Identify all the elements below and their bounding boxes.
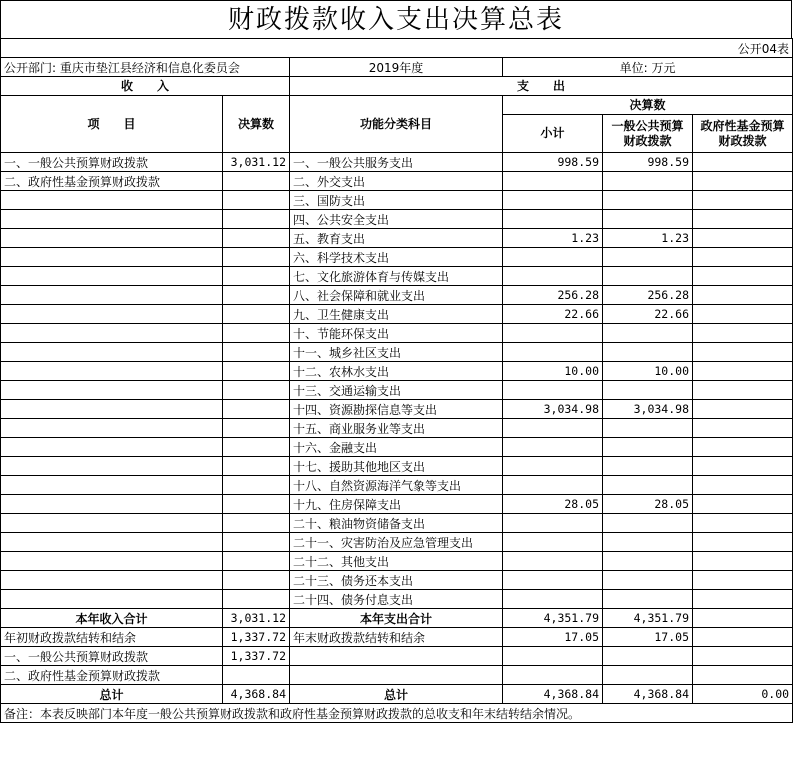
table-body — [1, 153, 793, 609]
general-budget-amount — [603, 248, 693, 267]
function-category: 五、教育支出 — [290, 229, 503, 248]
income-item — [1, 229, 223, 248]
expense-total-subtotal: 4,351.79 — [503, 609, 603, 628]
final-amount-header: 决算数 — [503, 96, 793, 115]
function-category: 八、社会保障和就业支出 — [290, 286, 503, 305]
income-amount — [223, 229, 290, 248]
gov-fund-amount — [693, 248, 793, 267]
general-budget-amount: 28.05 — [603, 495, 693, 514]
function-category: 三、国防支出 — [290, 191, 503, 210]
income-amount — [223, 571, 290, 590]
expense-header: 支 出 — [290, 77, 793, 96]
table-row — [1, 590, 793, 609]
unit-cell — [503, 58, 793, 77]
department-cell — [1, 58, 290, 77]
subtotal-amount — [503, 533, 603, 552]
function-category: 十六、金融支出 — [290, 438, 503, 457]
table-row — [1, 400, 793, 419]
gov-fund-amount — [693, 400, 793, 419]
table-row — [1, 381, 793, 400]
function-category: 十九、住房保障支出 — [290, 495, 503, 514]
gov-fund-amount — [693, 571, 793, 590]
gov-fund-amount — [693, 438, 793, 457]
subtotal-amount — [503, 590, 603, 609]
table-row — [1, 248, 793, 267]
income-amount — [223, 191, 290, 210]
table-row — [1, 552, 793, 571]
meta-row — [1, 58, 793, 77]
table-row — [1, 286, 793, 305]
gov-fund-amount — [693, 343, 793, 362]
report-title: 财政拨款收入支出决算总表 — [0, 0, 792, 38]
function-category: 六、科学技术支出 — [290, 248, 503, 267]
income-item — [1, 305, 223, 324]
function-category: 九、卫生健康支出 — [290, 305, 503, 324]
table-row — [1, 533, 793, 552]
income-amount — [223, 514, 290, 533]
income-item — [1, 248, 223, 267]
subtotal-amount: 10.00 — [503, 362, 603, 381]
general-budget-amount — [603, 476, 693, 495]
income-item — [1, 457, 223, 476]
form-code-row — [1, 39, 793, 58]
grand-total-label-income: 总计 — [1, 685, 223, 704]
gov-fund-amount — [693, 457, 793, 476]
income-amount — [223, 438, 290, 457]
function-category: 二十三、债务还本支出 — [290, 571, 503, 590]
gov-fund-amount — [693, 476, 793, 495]
general-budget-amount — [603, 533, 693, 552]
budget-amount-header: 决算数 — [223, 96, 290, 153]
income-amount — [223, 248, 290, 267]
subtotal-amount — [503, 438, 603, 457]
gov-fund-amount — [693, 229, 793, 248]
subtotal-amount — [503, 476, 603, 495]
income-item — [1, 552, 223, 571]
grand-total-row — [1, 685, 793, 704]
table-row — [1, 495, 793, 514]
function-category: 二十一、灾害防治及应急管理支出 — [290, 533, 503, 552]
general-budget-amount — [603, 191, 693, 210]
subtotal-amount: 28.05 — [503, 495, 603, 514]
gov-fund-amount — [693, 419, 793, 438]
income-item — [1, 362, 223, 381]
general-budget-amount: 3,034.98 — [603, 400, 693, 419]
table-row — [1, 362, 793, 381]
begin-general-label: 一、一般公共预算财政拨款 — [1, 647, 223, 666]
gov-fund-amount — [693, 362, 793, 381]
subtotal-amount — [503, 191, 603, 210]
table-row — [1, 267, 793, 286]
function-category-header: 功能分类科目 — [290, 96, 503, 153]
gov-fund-amount — [693, 191, 793, 210]
income-item — [1, 476, 223, 495]
income-amount — [223, 419, 290, 438]
income-amount — [223, 495, 290, 514]
function-category: 十七、援助其他地区支出 — [290, 457, 503, 476]
function-category: 二十、粮油物资储备支出 — [290, 514, 503, 533]
gov-fund-amount — [693, 533, 793, 552]
income-item — [1, 267, 223, 286]
income-total-label: 本年收入合计 — [1, 609, 223, 628]
income-total-amount: 3,031.12 — [223, 609, 290, 628]
general-budget-amount — [603, 457, 693, 476]
gov-fund-amount — [693, 172, 793, 191]
subtotal-amount: 256.28 — [503, 286, 603, 305]
function-category: 十四、资源勘探信息等支出 — [290, 400, 503, 419]
income-amount — [223, 400, 290, 419]
function-category: 十二、农林水支出 — [290, 362, 503, 381]
subtotal-amount — [503, 210, 603, 229]
carryover-fund-row — [1, 666, 793, 685]
function-category: 十三、交通运输支出 — [290, 381, 503, 400]
general-budget-header: 一般公共预算财政拨款 — [603, 115, 693, 153]
general-budget-amount — [603, 419, 693, 438]
table-row — [1, 324, 793, 343]
function-category: 一、一般公共服务支出 — [290, 153, 503, 172]
income-amount — [223, 552, 290, 571]
table-row — [1, 343, 793, 362]
income-item: 一、一般公共预算财政拨款 — [1, 153, 223, 172]
department-name: 重庆市垫江县经济和信息化委员会 — [59, 60, 240, 75]
general-budget-amount: 256.28 — [603, 286, 693, 305]
table-row — [1, 476, 793, 495]
table-row — [1, 419, 793, 438]
income-amount — [223, 362, 290, 381]
income-amount — [223, 172, 290, 191]
expense-total-general: 4,351.79 — [603, 609, 693, 628]
general-budget-amount: 1.23 — [603, 229, 693, 248]
subtotal-amount — [503, 267, 603, 286]
income-item — [1, 514, 223, 533]
general-budget-amount — [603, 381, 693, 400]
gov-fund-amount — [693, 590, 793, 609]
function-category: 十八、自然资源海洋气象等支出 — [290, 476, 503, 495]
income-item — [1, 191, 223, 210]
income-item — [1, 419, 223, 438]
gov-fund-amount — [693, 324, 793, 343]
begin-carryover-label: 年初财政拨款结转和结余 — [1, 628, 223, 647]
gov-fund-amount — [693, 267, 793, 286]
subtotal-amount — [503, 248, 603, 267]
subtotal-amount — [503, 381, 603, 400]
income-item — [1, 381, 223, 400]
table-row — [1, 457, 793, 476]
function-category: 二十二、其他支出 — [290, 552, 503, 571]
subtotal-amount — [503, 419, 603, 438]
gov-fund-amount — [693, 552, 793, 571]
income-amount — [223, 267, 290, 286]
income-amount — [223, 210, 290, 229]
table-row — [1, 229, 793, 248]
subtotal-amount — [503, 552, 603, 571]
column-header-row-1 — [1, 96, 793, 115]
income-item — [1, 286, 223, 305]
subtotal-amount: 1.23 — [503, 229, 603, 248]
unit-value: 万元 — [651, 60, 676, 75]
income-amount — [223, 324, 290, 343]
income-item — [1, 495, 223, 514]
income-item — [1, 324, 223, 343]
income-amount — [223, 286, 290, 305]
general-budget-amount — [603, 210, 693, 229]
form-code: 公开04表 — [1, 39, 793, 58]
grand-total-fund: 0.00 — [693, 685, 793, 704]
subtotal-amount — [503, 457, 603, 476]
general-budget-amount — [603, 571, 693, 590]
table-row — [1, 514, 793, 533]
function-category: 七、文化旅游体育与传媒支出 — [290, 267, 503, 286]
item-header: 项 目 — [1, 96, 223, 153]
subtotal-amount — [503, 324, 603, 343]
section-header-row — [1, 77, 793, 96]
footnote-row — [1, 704, 793, 723]
end-carryover-fund — [693, 628, 793, 647]
function-category: 四、公共安全支出 — [290, 210, 503, 229]
unit-label: 单位: — [619, 60, 648, 75]
grand-total-income: 4,368.84 — [223, 685, 290, 704]
subtotal-amount: 998.59 — [503, 153, 603, 172]
income-amount — [223, 305, 290, 324]
general-budget-amount — [603, 267, 693, 286]
begin-fund-label: 二、政府性基金预算财政拨款 — [1, 666, 223, 685]
gov-fund-amount — [693, 286, 793, 305]
income-header: 收 入 — [1, 77, 290, 96]
gov-fund-header: 政府性基金预算财政拨款 — [693, 115, 793, 153]
subtotal-amount: 22.66 — [503, 305, 603, 324]
grand-total-label-expense: 总计 — [290, 685, 503, 704]
table-row — [1, 305, 793, 324]
income-item — [1, 400, 223, 419]
table-row — [1, 172, 793, 191]
grand-total-general: 4,368.84 — [603, 685, 693, 704]
carryover-general-row — [1, 647, 793, 666]
expense-total-label: 本年支出合计 — [290, 609, 503, 628]
general-budget-amount — [603, 172, 693, 191]
general-budget-amount — [603, 324, 693, 343]
gov-fund-amount — [693, 153, 793, 172]
income-item — [1, 438, 223, 457]
subtotal-amount — [503, 514, 603, 533]
table-row — [1, 438, 793, 457]
table-row — [1, 191, 793, 210]
gov-fund-amount — [693, 514, 793, 533]
subtotal-amount — [503, 571, 603, 590]
income-amount — [223, 457, 290, 476]
gov-fund-amount — [693, 210, 793, 229]
begin-general-amount: 1,337.72 — [223, 647, 290, 666]
subtotal-amount: 3,034.98 — [503, 400, 603, 419]
total-row — [1, 609, 793, 628]
subtotal-amount — [503, 343, 603, 362]
general-budget-amount: 22.66 — [603, 305, 693, 324]
end-carryover-subtotal: 17.05 — [503, 628, 603, 647]
table-row — [1, 210, 793, 229]
gov-fund-amount — [693, 495, 793, 514]
income-amount: 3,031.12 — [223, 153, 290, 172]
general-budget-amount — [603, 590, 693, 609]
subtotal-amount — [503, 172, 603, 191]
year-cell: 2019年度 — [290, 58, 503, 77]
income-amount — [223, 590, 290, 609]
income-amount — [223, 476, 290, 495]
function-category: 二十四、债务付息支出 — [290, 590, 503, 609]
function-category: 十、节能环保支出 — [290, 324, 503, 343]
carryover-row — [1, 628, 793, 647]
grand-total-subtotal: 4,368.84 — [503, 685, 603, 704]
expense-total-fund — [693, 609, 793, 628]
general-budget-amount — [603, 552, 693, 571]
income-item — [1, 343, 223, 362]
begin-carryover-amount: 1,337.72 — [223, 628, 290, 647]
income-amount — [223, 381, 290, 400]
table-row — [1, 153, 793, 172]
end-carryover-label: 年末财政拨款结转和结余 — [290, 628, 503, 647]
subtotal-header: 小计 — [503, 115, 603, 153]
gov-fund-amount — [693, 381, 793, 400]
income-amount — [223, 533, 290, 552]
income-amount — [223, 343, 290, 362]
end-carryover-general: 17.05 — [603, 628, 693, 647]
income-item — [1, 590, 223, 609]
table-row — [1, 571, 793, 590]
general-budget-amount — [603, 343, 693, 362]
gov-fund-amount — [693, 305, 793, 324]
function-category: 二、外交支出 — [290, 172, 503, 191]
function-category: 十一、城乡社区支出 — [290, 343, 503, 362]
general-budget-amount — [603, 514, 693, 533]
footnote: 备注：本表反映部门本年度一般公共预算财政拨款和政府性基金预算财政拨款的总收支和年末结转结余情况。 — [1, 704, 793, 723]
income-item: 二、政府性基金预算财政拨款 — [1, 172, 223, 191]
income-item — [1, 533, 223, 552]
department-label: 公开部门: — [4, 60, 57, 75]
budget-table — [0, 38, 793, 723]
general-budget-amount: 998.59 — [603, 153, 693, 172]
function-category: 十五、商业服务业等支出 — [290, 419, 503, 438]
general-budget-amount — [603, 438, 693, 457]
general-budget-amount: 10.00 — [603, 362, 693, 381]
income-item — [1, 210, 223, 229]
income-item — [1, 571, 223, 590]
